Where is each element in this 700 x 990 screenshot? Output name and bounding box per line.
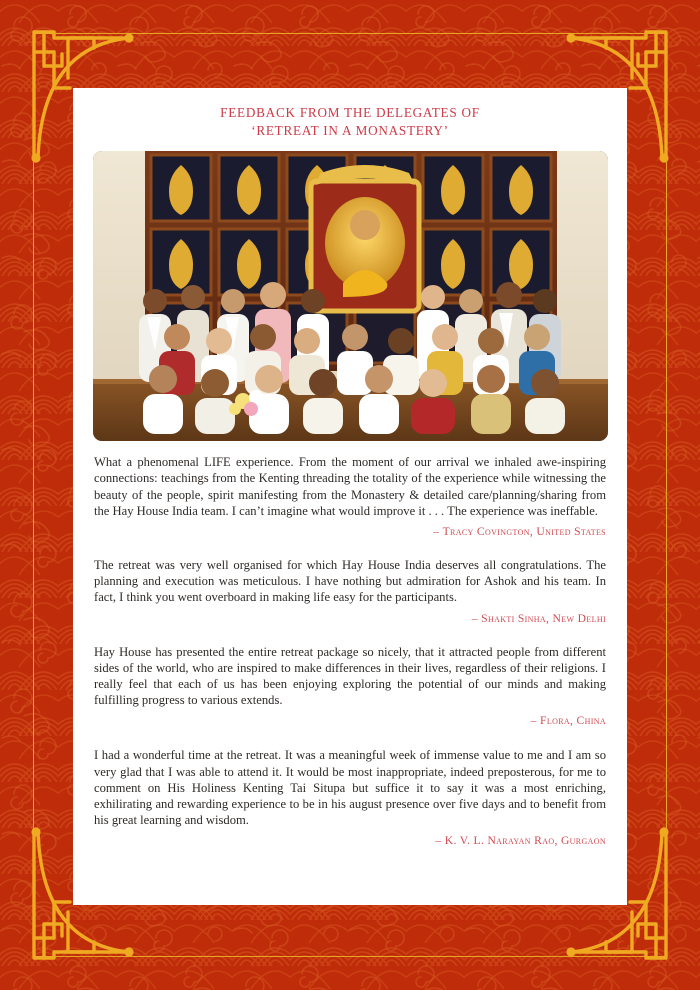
testimonial-1 — [94, 454, 606, 538]
attribution-name: K. V. L. Narayan Rao, Gurgaon — [444, 834, 606, 848]
page-title — [93, 104, 607, 139]
attribution-dash: – — [471, 611, 482, 625]
testimonial-2 — [94, 557, 606, 625]
testimonial-list — [93, 454, 607, 847]
content-panel — [73, 88, 627, 905]
page-title-line-1: FEEDBACK FROM THE DELEGATES OF — [220, 105, 480, 120]
testimonial-4 — [94, 747, 606, 847]
attribution-dash: – — [530, 714, 541, 728]
testimonial-3-text: Hay House has presented the entire retreat package so nicely, that it attracted people from different sides of the world, who are inspired to make differences in their lives, regardless of their religions. I really feel that each of us has been enjoying exploring the potential of our minds and making fulfilling progress to various extends. — [94, 644, 606, 708]
testimonial-2-attribution — [94, 612, 606, 625]
page-title-line-2: ‘RETREAT IN A MONASTERY’ — [251, 122, 449, 138]
attribution-dash: – — [435, 834, 445, 848]
testimonial-3 — [94, 644, 606, 728]
testimonial-4-attribution — [94, 834, 606, 847]
testimonial-4-text: I had a wonderful time at the retreat. It was a meaningful week of immense value to me and I am so very glad that I was able to attend it. It would be most inappropriate, indeed preposterous, for me to comment on His Holiness Kenting Tai Situpa but suffice it to say it was a most enriching, exhilirating and rewarding experience to be in his august presence over five days and to benefit from his great learning and wisdom. — [94, 748, 606, 828]
testimonial-2-text: The retreat was very well organised for which Hay House India deserves all congratulations. The planning and execution was meticulous. I have nothing but admiration for Ashok and his team. In fact, I think you went overboard in making life easy for the participants. — [94, 557, 606, 605]
attribution-name: Shakti Sinha, New Delhi — [481, 611, 606, 625]
attribution-name: Tracy Covington, United States — [442, 524, 606, 538]
attribution-dash: – — [433, 524, 443, 538]
testimonial-1-text: What a phenomenal LIFE experience. From the moment of our arrival we inhaled awe-inspiring connections: teachings from the Kenting threading the totality of the experience while witnessing the beauty of the people, spirit manifesting from the Monastery & detailed care/planning/sharing from the Hay House India team. I can’t imagine what would improve it . . . The experience was ineffable. — [94, 455, 606, 518]
group-photo — [93, 151, 608, 441]
testimonial-3-attribution — [94, 714, 606, 727]
testimonial-1-attribution — [94, 525, 606, 538]
attribution-name: Flora, China — [540, 714, 606, 728]
